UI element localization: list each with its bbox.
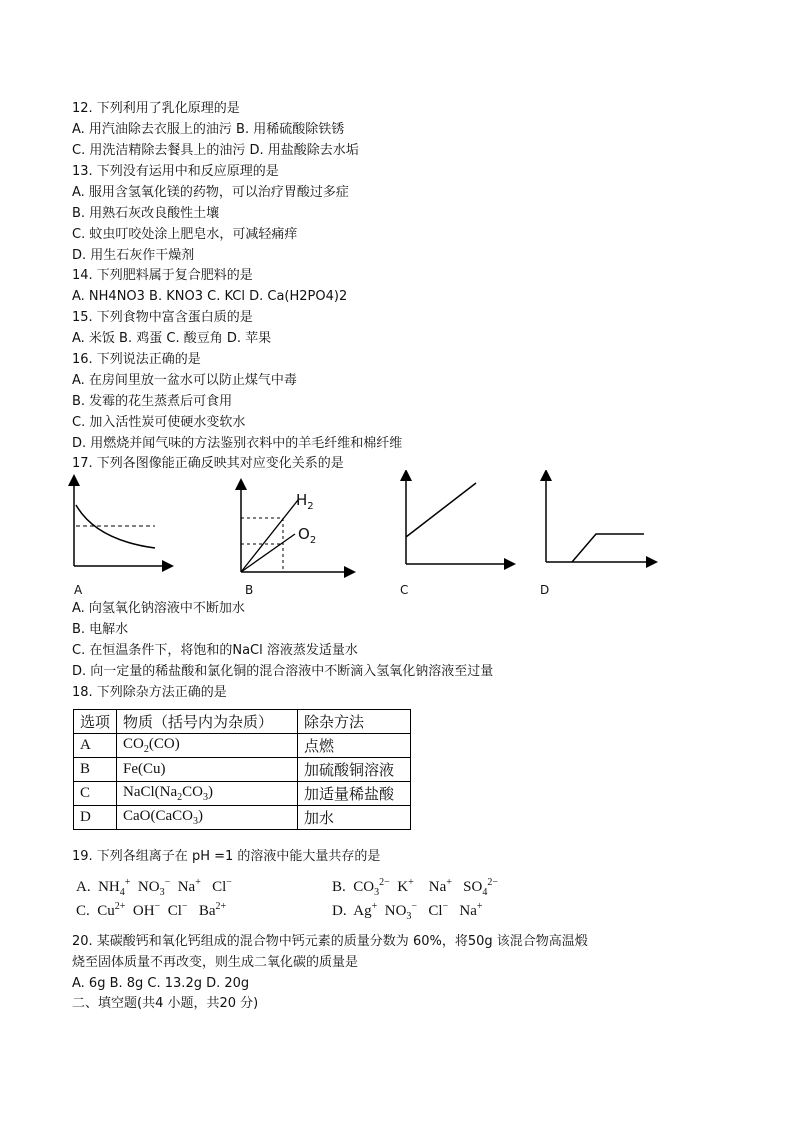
q16-option-a: A. 在房间里放一盆水可以防止煤气中毒 bbox=[72, 373, 297, 388]
q14-options: A. NH4NO3 B. KNO3 C. KCl D. Ca(H2PO4)2 bbox=[72, 289, 348, 304]
table-header-row bbox=[74, 710, 411, 734]
q16-option-b: B. 发霉的花生蒸煮后可食用 bbox=[72, 394, 233, 409]
q19-option-b: B. $CO_3^{2-}$ K+ Na+ $SO_4^{2-}$ bbox=[332, 877, 498, 898]
q17-option-a: A. 向氢氧化钠溶液中不断加水 bbox=[72, 601, 245, 616]
header-option: 选项 bbox=[74, 710, 117, 734]
q17-stem: 17. 下列各图像能正确反映其对应变化关系的是 bbox=[72, 456, 344, 471]
graph-c-line bbox=[406, 483, 476, 537]
q12-options-ab: A. 用汽油除去衣服上的油污 B. 用稀硫酸除铁锈 bbox=[72, 122, 345, 137]
graph-d-line bbox=[572, 534, 644, 562]
q16-option-c: C. 加入活性炭可使硬水变软水 bbox=[72, 415, 246, 430]
q13-option-b: B. 用熟石灰改良酸性土壤 bbox=[72, 206, 220, 221]
table-row: D CaO(CaCO$_3$) 加水 bbox=[74, 806, 411, 830]
q17-option-b: B. 电解水 bbox=[72, 622, 129, 637]
graph-a-curve bbox=[76, 505, 155, 548]
graph-a bbox=[74, 480, 168, 566]
q12-stem: 12. 下列利用了乳化原理的是 bbox=[72, 101, 240, 116]
q20-options: A. 6g B. 8g C. 13.2g D. 20g bbox=[72, 976, 250, 991]
graph-b-h2-line bbox=[241, 500, 298, 572]
q19-option-a: A. $NH_4^+$ $NO_3^-$ Na+ Cl− bbox=[76, 877, 232, 898]
graph-b-label: B bbox=[245, 583, 254, 597]
graph-c-label: C bbox=[400, 583, 409, 597]
q13-stem: 13. 下列没有运用中和反应原理的是 bbox=[72, 164, 279, 179]
q17-option-c: C. 在恒温条件下，将饱和的NaCl 溶液蒸发适量水 bbox=[72, 643, 358, 658]
q15-stem: 15. 下列食物中富含蛋白质的是 bbox=[72, 310, 253, 325]
table-row: A $CO_2(CO)$ 点燃 bbox=[74, 734, 411, 758]
graph-d bbox=[546, 475, 652, 562]
table-row: B Fe(Cu) 加硫酸铜溶液 bbox=[74, 758, 411, 782]
q19-option-c: C. $Cu^{2+}$ OH− Cl− $Ba^{2+}$ bbox=[76, 901, 227, 919]
q18-table bbox=[73, 709, 411, 830]
q16-stem: 16. 下列说法正确的是 bbox=[72, 352, 201, 367]
graph-c bbox=[406, 475, 510, 564]
q15-options: A. 米饭 B. 鸡蛋 C. 酸豆角 D. 苹果 bbox=[72, 331, 272, 346]
q18-stem: 18. 下列除杂方法正确的是 bbox=[72, 685, 227, 700]
graph-d-label: D bbox=[540, 583, 550, 597]
q13-option-c: C. 蚊虫叮咬处涂上肥皂水，可减轻痛痒 bbox=[72, 227, 298, 242]
table-row: C $NaCl(Na_2CO_3)$ 加适量稀盐酸 bbox=[74, 782, 411, 806]
graph-b-o2-line bbox=[241, 534, 295, 572]
header-method: 除杂方法 bbox=[298, 710, 411, 734]
q20-stem-line2: 烧至固体质量不再改变，则生成二氧化碳的质量是 bbox=[72, 955, 359, 970]
graph-a-label: A bbox=[74, 583, 83, 597]
q14-stem: 14. 下列肥料属于复合肥料的是 bbox=[72, 268, 253, 283]
q13-option-d: D. 用生石灰作干燥剂 bbox=[72, 248, 195, 263]
q19-stem: 19. 下列各组离子在 pH =1 的溶液中能大量共存的是 bbox=[72, 849, 381, 864]
section-heading: 二、填空题(共4 小题，共20 分) bbox=[72, 996, 259, 1011]
q16-option-d: D. 用燃烧并闻气味的方法鉴别衣料中的羊毛纤维和棉纤维 bbox=[72, 436, 403, 451]
q12-options-cd: C. 用洗洁精除去餐具上的油污 D. 用盐酸除去水垢 bbox=[72, 143, 359, 158]
graph-b-h2-label: $H_2$ bbox=[296, 491, 314, 512]
q17-option-d: D. 向一定量的稀盐酸和氯化铜的混合溶液中不断滴入氢氧化钠溶液至过量 bbox=[72, 664, 494, 679]
q13-option-a: A. 服用含氢氧化镁的药物，可以治疗胃酸过多症 bbox=[72, 185, 349, 200]
header-substance: 物质（括号内为杂质） bbox=[117, 710, 298, 734]
q20-stem-line1: 20. 某碳酸钙和氧化钙组成的混合物中钙元素的质量分数为 60%，将50g 该混合物高温煅 bbox=[72, 934, 588, 949]
q17-graphs bbox=[0, 470, 700, 580]
q19-option-d: D. Ag+ $NO_3^-$ Cl− Na+ bbox=[332, 901, 483, 922]
graph-b-o2-label: $O_2$ bbox=[298, 525, 317, 546]
